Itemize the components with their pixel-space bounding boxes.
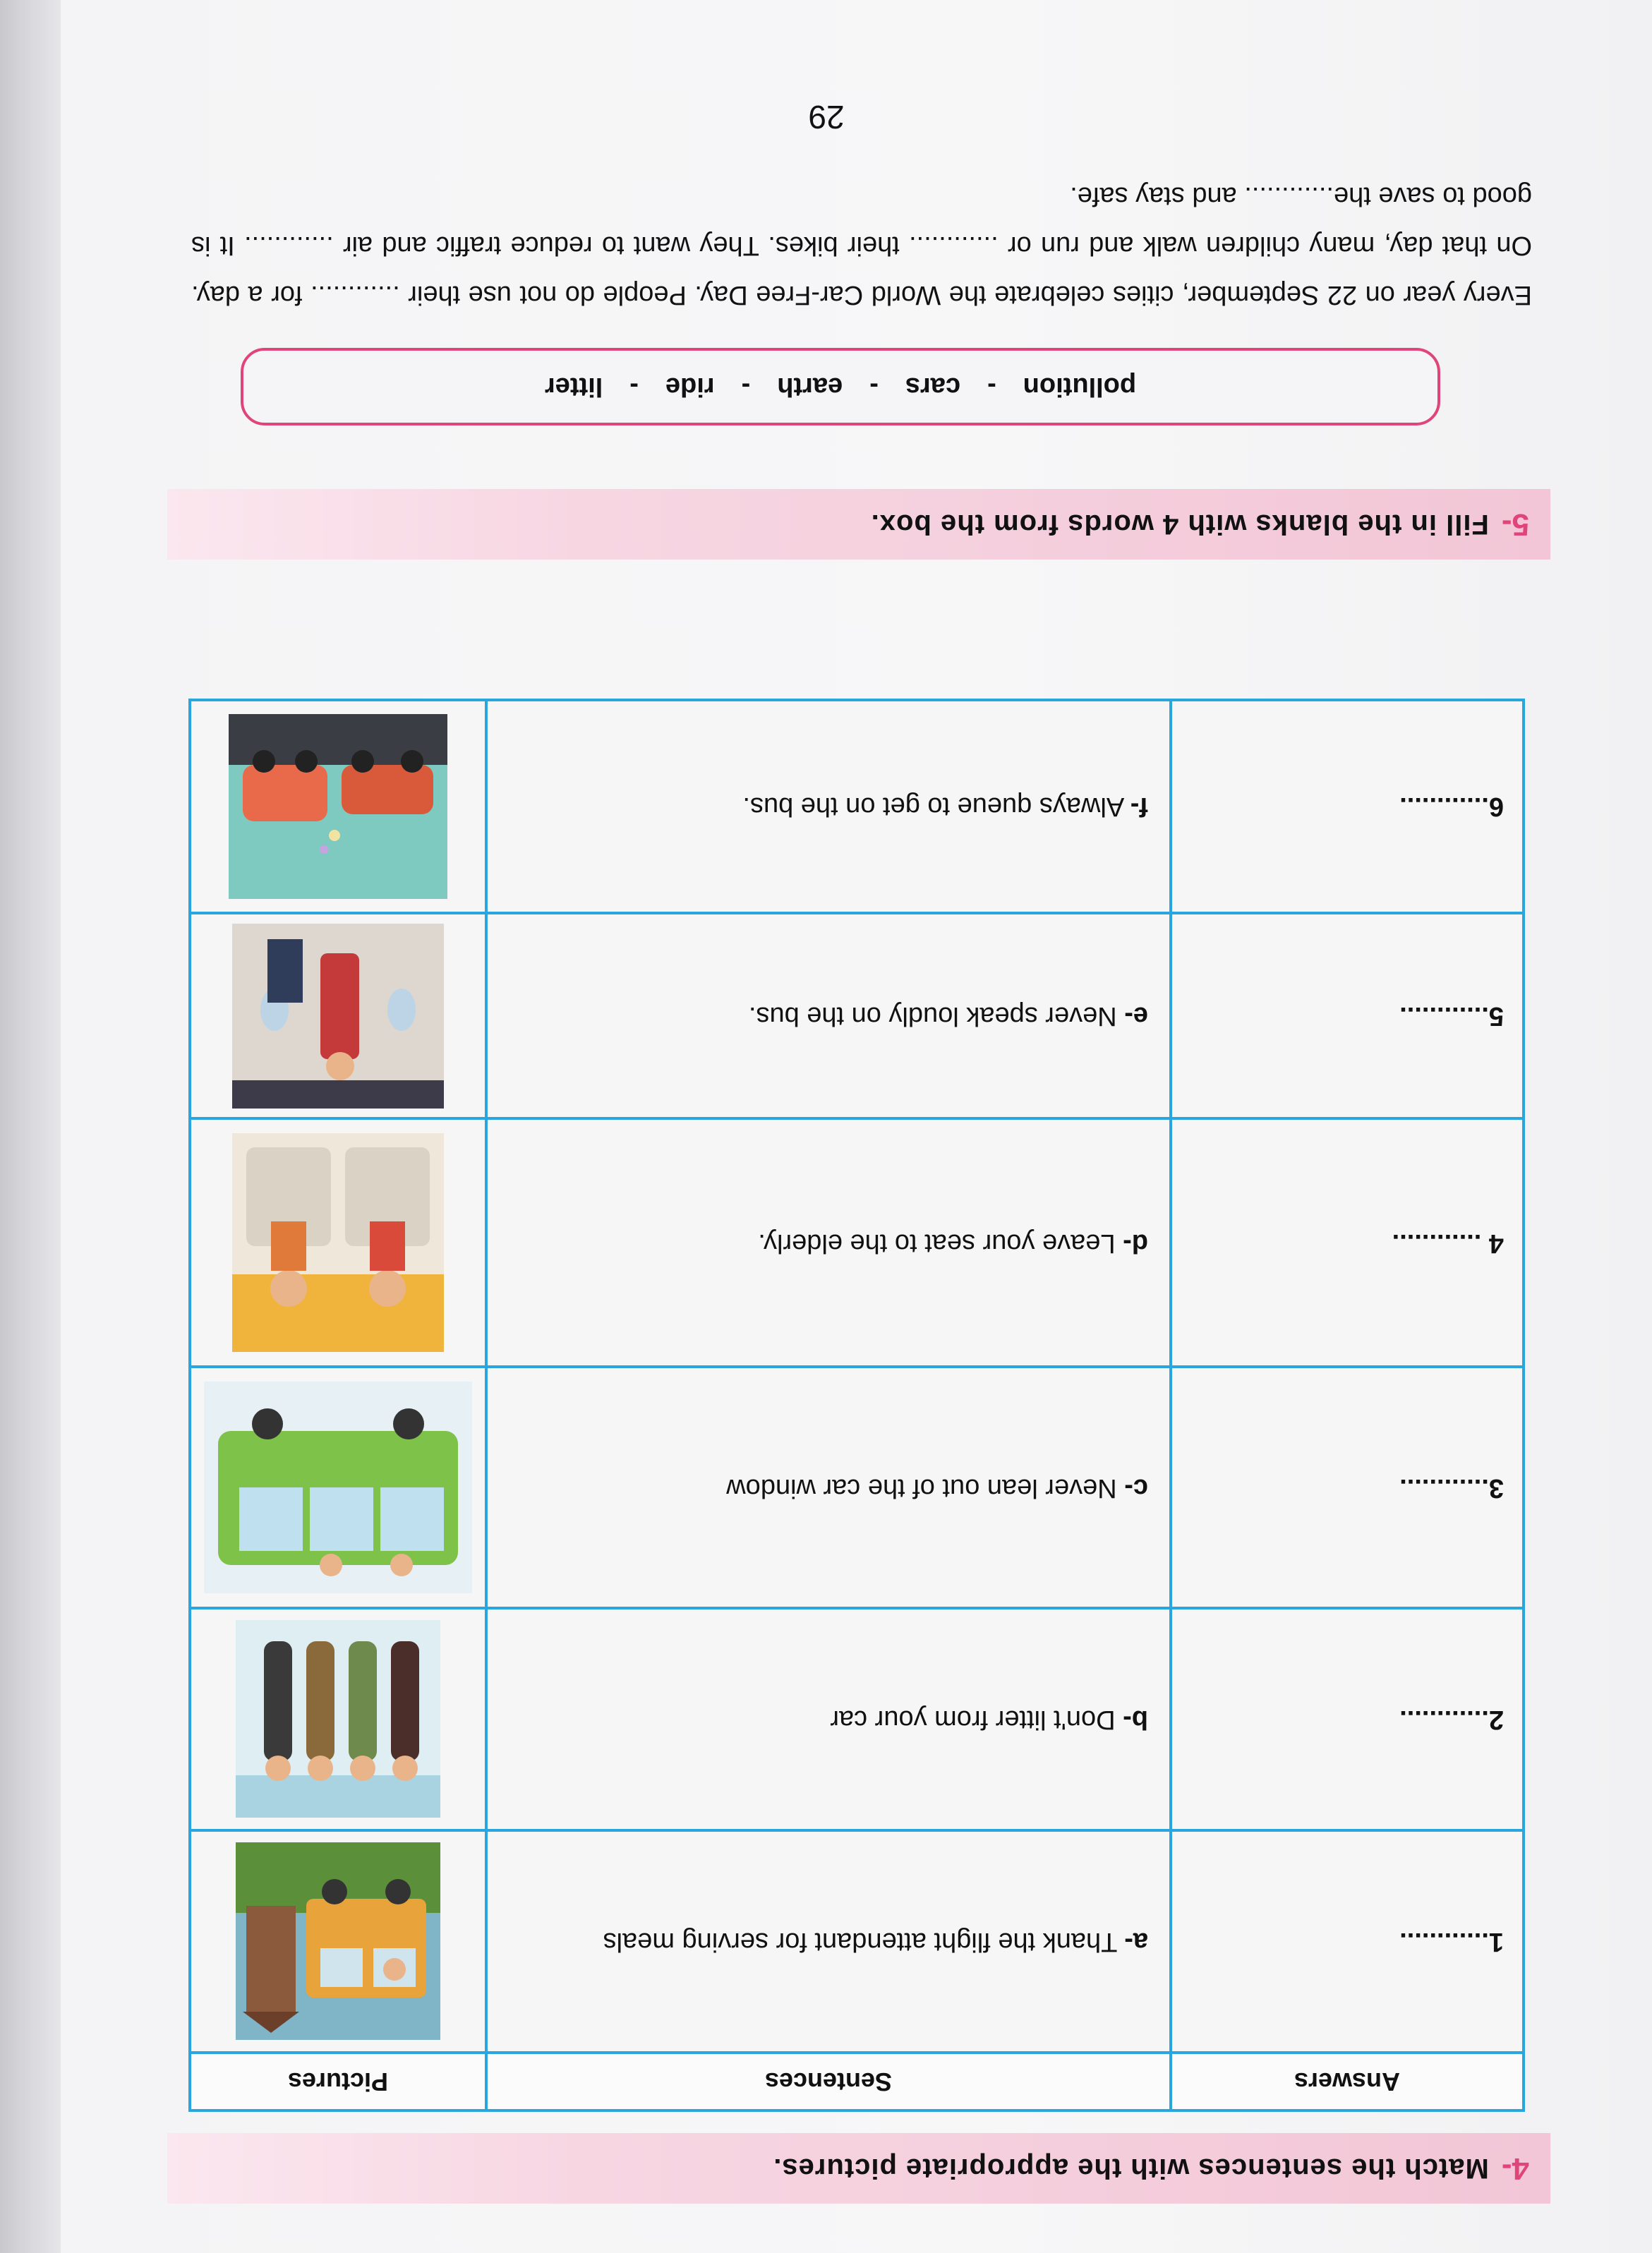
sentence-cell	[486, 1608, 1171, 1830]
answers-header: Answers	[1171, 2053, 1524, 2110]
answer-blank[interactable]: 3............	[1171, 1367, 1524, 1608]
word-box-item: earth	[777, 372, 843, 402]
word-box-item: litter	[544, 372, 603, 402]
word-separator: -	[869, 372, 879, 402]
sentence-letter: e-	[1124, 1001, 1148, 1032]
page-number: 29	[808, 99, 845, 135]
sentence-cell	[486, 913, 1171, 1119]
sentence-text: Thank the flight attendant for serving meals	[603, 1926, 1118, 1957]
exercise-5-number: 5-	[1501, 507, 1529, 542]
picture-cell	[190, 913, 486, 1119]
picture-car-window	[204, 1382, 472, 1593]
sentences-header: Sentences	[486, 2053, 1171, 2110]
page-spine-shadow	[0, 0, 61, 2253]
picture-queue	[236, 1620, 440, 1818]
sentence-cell	[486, 1118, 1171, 1367]
picture-cell	[190, 1118, 486, 1367]
sentence-text: Never speak loudly on the bus.	[748, 1001, 1117, 1032]
answer-blank[interactable]: 5............	[1171, 913, 1524, 1119]
table-row	[190, 913, 1524, 1119]
word-separator: -	[987, 372, 996, 402]
word-box-item: cars	[905, 372, 961, 402]
sentence-letter: c-	[1124, 1473, 1148, 1503]
sentence-letter: b-	[1123, 1704, 1148, 1734]
fill-in-paragraph: Every year on 22 September, cities celebrate the World Car-Free Day. People do not use their ............ for a day. On that day, many children walk and run or ............ their bikes. They want to reduce traffic and air ............ It is good to save the............ and stay safe.	[191, 181, 1532, 310]
table-row	[190, 1367, 1524, 1608]
sentence-text: Don't litter from your car	[830, 1704, 1116, 1734]
sentence-text: Always queue to get on the bus.	[742, 792, 1125, 822]
table-row	[190, 1118, 1524, 1367]
word-box-item: ride	[665, 372, 715, 402]
exercise-5-header	[167, 489, 1550, 560]
sentence-letter: d-	[1123, 1228, 1148, 1258]
table-header-row	[190, 2053, 1524, 2110]
picture-bus-window	[236, 1842, 440, 2040]
picture-plane-meals	[232, 924, 444, 1109]
word-separator: -	[741, 372, 751, 402]
sentence-letter: a-	[1124, 1926, 1148, 1957]
sentence-text: Never lean out of the car window	[726, 1473, 1117, 1503]
matching-table	[188, 699, 1525, 2112]
answer-blank[interactable]: 2............	[1171, 1608, 1524, 1830]
table-row	[190, 700, 1524, 913]
table-row	[190, 1830, 1524, 2053]
word-box	[241, 348, 1440, 425]
sentence-cell	[486, 1367, 1171, 1608]
word-box-item: pollution	[1023, 372, 1137, 402]
picture-cell	[190, 1830, 486, 2053]
exercise-4-title: Match the sentences with the appropriate pictures.	[773, 2153, 1489, 2185]
sentence-text: Leave your seat to the elderly.	[758, 1228, 1116, 1258]
exercise-4-number: 4-	[1501, 2151, 1529, 2186]
picture-cell	[190, 1367, 486, 1608]
picture-litter-car	[229, 714, 447, 899]
exercise-5-title: Fill in the blanks with 4 words from the box.	[870, 509, 1489, 540]
pictures-header: Pictures	[190, 2053, 486, 2110]
answer-blank[interactable]: 4 ............	[1171, 1118, 1524, 1367]
exercise-4-header	[167, 2133, 1550, 2204]
table-row	[190, 1608, 1524, 1830]
sentence-letter: f-	[1130, 792, 1148, 822]
picture-cell	[190, 700, 486, 913]
picture-seat-elderly	[232, 1133, 444, 1352]
sentence-cell	[486, 1830, 1171, 2053]
sentence-cell	[486, 700, 1171, 913]
picture-cell	[190, 1608, 486, 1830]
answer-blank[interactable]: 1............	[1171, 1830, 1524, 2053]
word-separator: -	[629, 372, 639, 402]
answer-blank[interactable]: 6............	[1171, 700, 1524, 913]
